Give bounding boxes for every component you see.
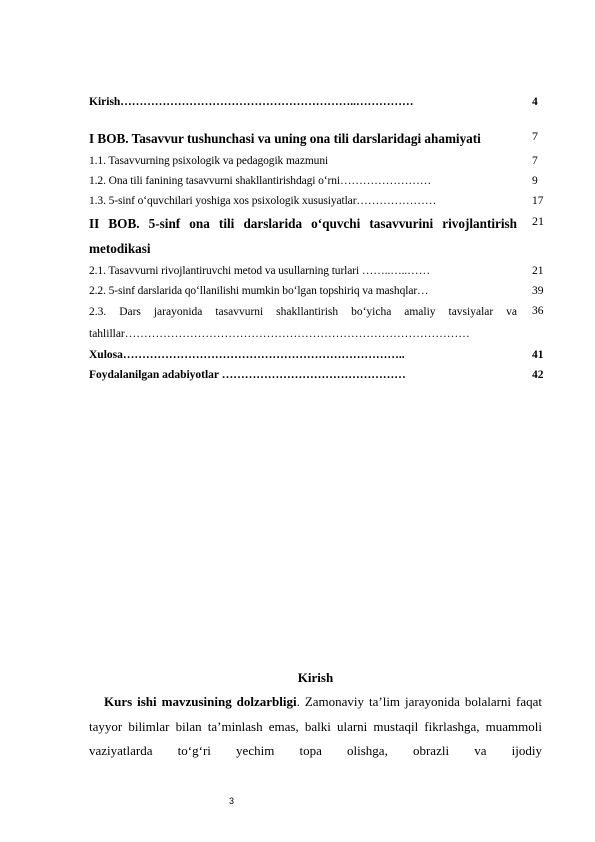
toc-label: II BOB. 5-sinf ona tili darslarida o‘quvchi tasavvurini rivojlantirish metodikasi bbox=[89, 216, 517, 256]
page-number: 3 bbox=[229, 796, 235, 806]
toc-page-number: 21 bbox=[532, 265, 544, 277]
toc-page-number: 42 bbox=[532, 369, 544, 381]
toc-row-chapter-2 bbox=[89, 211, 549, 261]
toc-row-2-3 bbox=[89, 301, 549, 345]
toc-row-2-2 bbox=[89, 281, 549, 301]
toc-page-number: 17 bbox=[532, 195, 544, 207]
toc-row-kirish bbox=[89, 92, 549, 112]
kirish-section bbox=[89, 668, 542, 764]
toc-row-1-2 bbox=[89, 171, 549, 191]
toc-page-number: 41 bbox=[532, 349, 544, 361]
toc-row-chapter-1 bbox=[89, 126, 549, 151]
toc-label: 2.3. Dars jarayonida tasavvurni shakllantirish bo‘yicha amaliy tavsiyalar va tahlillar……………………………………………………………………………… bbox=[89, 306, 517, 340]
section-title: Kirish bbox=[297, 670, 334, 685]
toc-page-number: 36 bbox=[532, 305, 544, 317]
table-of-contents bbox=[89, 92, 549, 385]
toc-page-number: 39 bbox=[532, 285, 544, 297]
toc-row-1-1 bbox=[89, 151, 549, 171]
toc-page-number: 7 bbox=[532, 155, 538, 167]
toc-page-number: 7 bbox=[532, 129, 538, 143]
intro-paragraph: Kurs ishi mavzusining dolzarbligi. Zamonaviy ta’lim jarayonida bolalarni faqat tayyor bilimlar bilan ta’minlash emas, balki ularni mustaqil fikrlashga, muammoli vaziyatlarda to‘g‘ri yechim topa olishga, obrazli va ijodiy bbox=[89, 694, 542, 758]
toc-label: Kirish……………………………………………………..…………… bbox=[89, 96, 414, 108]
toc-label: 2.2. 5-sinf darslarida qo‘llanilishi mumkin bo‘lgan topshiriq va mashqlar… bbox=[89, 285, 429, 297]
toc-row-xulosa bbox=[89, 345, 549, 365]
toc-label: 2.1. Tasavvurni rivojlantiruvchi metod va usullarning turlari ……..…..…… bbox=[89, 265, 430, 277]
toc-label: 1.3. 5-sinf o‘quvchilari yoshiga xos psixologik xususiyatlar………………… bbox=[89, 195, 437, 207]
paragraph-lead: Kurs ishi mavzusining dolzarbligi bbox=[104, 694, 297, 709]
toc-row-2-1 bbox=[89, 261, 549, 281]
toc-label: Xulosa……………………………………………………………….. bbox=[89, 349, 405, 361]
toc-label: 1.1. Tasavvurning psixologik va pedagogik mazmuni bbox=[89, 155, 329, 167]
toc-label: Foydalanilgan adabiyotlar ………………………………………… bbox=[89, 369, 406, 381]
toc-page-number: 9 bbox=[532, 175, 538, 187]
toc-row-adabiyot bbox=[89, 365, 549, 385]
toc-label: I BOB. Tasavvur tushunchasi va uning ona tili darslaridagi ahamiyati bbox=[89, 131, 481, 146]
toc-row-1-3 bbox=[89, 191, 549, 211]
paragraph-body: Zamonaviy ta’lim jarayonida bolalarni faqat tayyor bilimlar bilan ta’minlash emas, balki ularni mustaqil fikrlashga, muammoli vaziyatlarda to‘g‘ri yechim topa olishga, obrazli va ijodiy bbox=[89, 694, 542, 758]
toc-label: 1.2. Ona tili fanining tasavvurni shakllantirishdagi o‘rni…………………… bbox=[89, 175, 432, 187]
toc-page-number: 4 bbox=[532, 96, 538, 108]
toc-page-number: 21 bbox=[532, 214, 544, 228]
